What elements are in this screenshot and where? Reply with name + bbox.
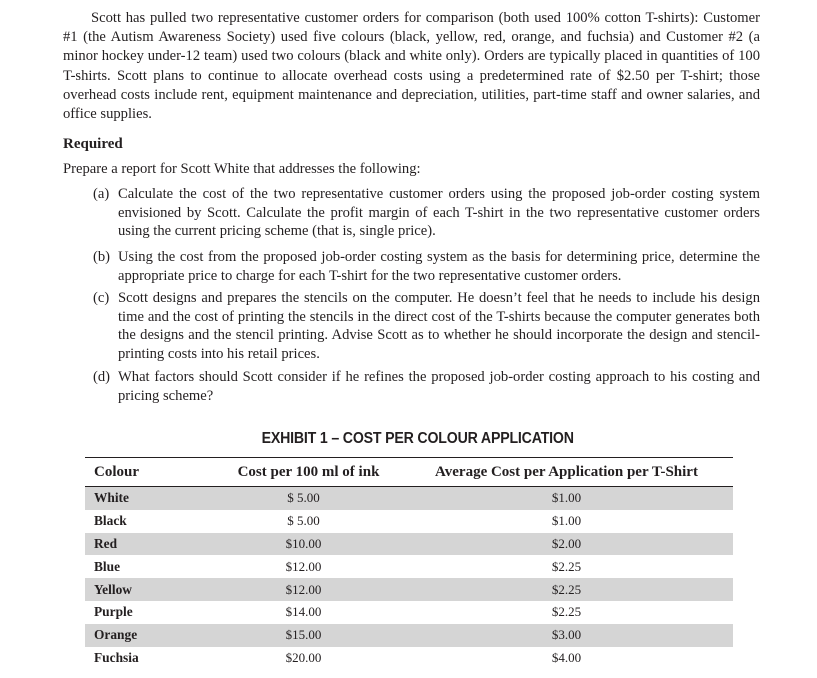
table-row: [85, 578, 733, 601]
ink-cost-cell: $20.00: [285, 649, 322, 665]
application-cost-cell: $2.25: [551, 558, 582, 574]
ink-cost-cell: $12.00: [217, 578, 400, 601]
ink-cost-cell: $14.00: [285, 604, 322, 620]
ink-cost-cell: $10.00: [217, 533, 400, 556]
question-label: (b): [93, 249, 111, 265]
ink-cost-cell: $15.00: [217, 624, 400, 647]
question-item-c: [93, 289, 760, 363]
question-label: (c): [93, 290, 110, 306]
colour-cell: Black: [94, 513, 127, 529]
colour-cell: Purple: [94, 604, 133, 620]
colour-cell: Blue: [94, 558, 121, 574]
table-row: [85, 510, 733, 533]
colour-cell: White: [85, 487, 217, 510]
ink-cost-cell: $12.00: [285, 558, 322, 574]
question-text: Scott designs and prepares the stencils on the computer. He doesn’t feel that he needs to include his design time and the cost of printing the stencils in the direct cost of the T-shirts because the computer generates both the designs and the stencil printing. Advise Scott as to whether he should incorporate the design and stencil-printing costs into his retail prices.: [118, 290, 760, 362]
question-item-b: [93, 248, 760, 285]
application-cost-cell: $4.00: [551, 649, 582, 665]
table-row: [85, 533, 733, 556]
colour-cell: Fuchsia: [94, 649, 139, 665]
application-cost-cell: $3.00: [400, 624, 733, 647]
colour-cell: Red: [85, 533, 217, 556]
required-heading: Required: [63, 136, 123, 152]
exhibit-title: [33, 430, 785, 448]
application-cost-cell: $2.00: [400, 533, 733, 556]
question-text: What factors should Scott consider if he refines the proposed job-order costing approach to his costing and pricing scheme?: [118, 369, 760, 404]
table-row: [85, 647, 733, 670]
ink-cost-cell: $ 5.00: [217, 487, 400, 510]
column-header-colour: Colour: [85, 458, 217, 487]
table-header-row: [85, 458, 733, 487]
question-text: Using the cost from the proposed job-order costing system as the basis for determining price, determine the appropriate price to charge for each T-shirt for the two representative customer orders.: [118, 249, 760, 284]
column-header-application-cost: Average Cost per Application per T-Shirt: [400, 458, 733, 487]
column-header-ink-cost: Cost per 100 ml of ink: [217, 458, 400, 487]
exhibit-title-text: EXHIBIT 1 – COST PER COLOUR APPLICATION: [261, 430, 574, 447]
table-row: [85, 555, 733, 578]
question-label: (a): [93, 186, 110, 202]
required-lead-text: Prepare a report for Scott White that addresses the following:: [63, 161, 421, 177]
question-text: Calculate the cost of the two representative customer orders using the proposed job-order costing system envisioned by Scott. Calculate the profit margin of each T-shirt in the two representative customer orders using the current pricing scheme (that is, single price).: [118, 186, 760, 240]
question-label: (d): [93, 369, 111, 385]
colour-cell: Orange: [85, 624, 217, 647]
colour-cell: Yellow: [85, 578, 217, 601]
application-cost-cell: $2.25: [551, 604, 582, 620]
application-cost-cell: $2.25: [400, 578, 733, 601]
ink-cost-cell: $ 5.00: [287, 513, 320, 529]
table-row: [85, 601, 733, 624]
table-row: [85, 624, 733, 647]
intro-paragraph: Scott has pulled two representative customer orders for comparison (both used 100% cotton T-shirts): Customer #1 (the Autism Awareness Society) used five colours (black, yellow, red, orange, and fuchsia) and Customer #2 (a minor hockey under-12 team) used two colours (black and white only). Orders are typically placed in quantities of 100 T-shirts. Scott plans to continue to allocate overhead costs using a predetermined rate of $2.50 per T-shirt; those overhead costs include rent, equipment maintenance and depreciation, utilities, part-time staff and owner salaries, and office supplies.: [63, 10, 760, 123]
application-cost-cell: $1.00: [551, 513, 582, 529]
question-item-a: [93, 185, 760, 241]
cost-per-colour-table: [85, 457, 733, 669]
application-cost-cell: $1.00: [400, 487, 733, 510]
table-row: [85, 487, 733, 510]
question-item-d: [93, 368, 760, 405]
